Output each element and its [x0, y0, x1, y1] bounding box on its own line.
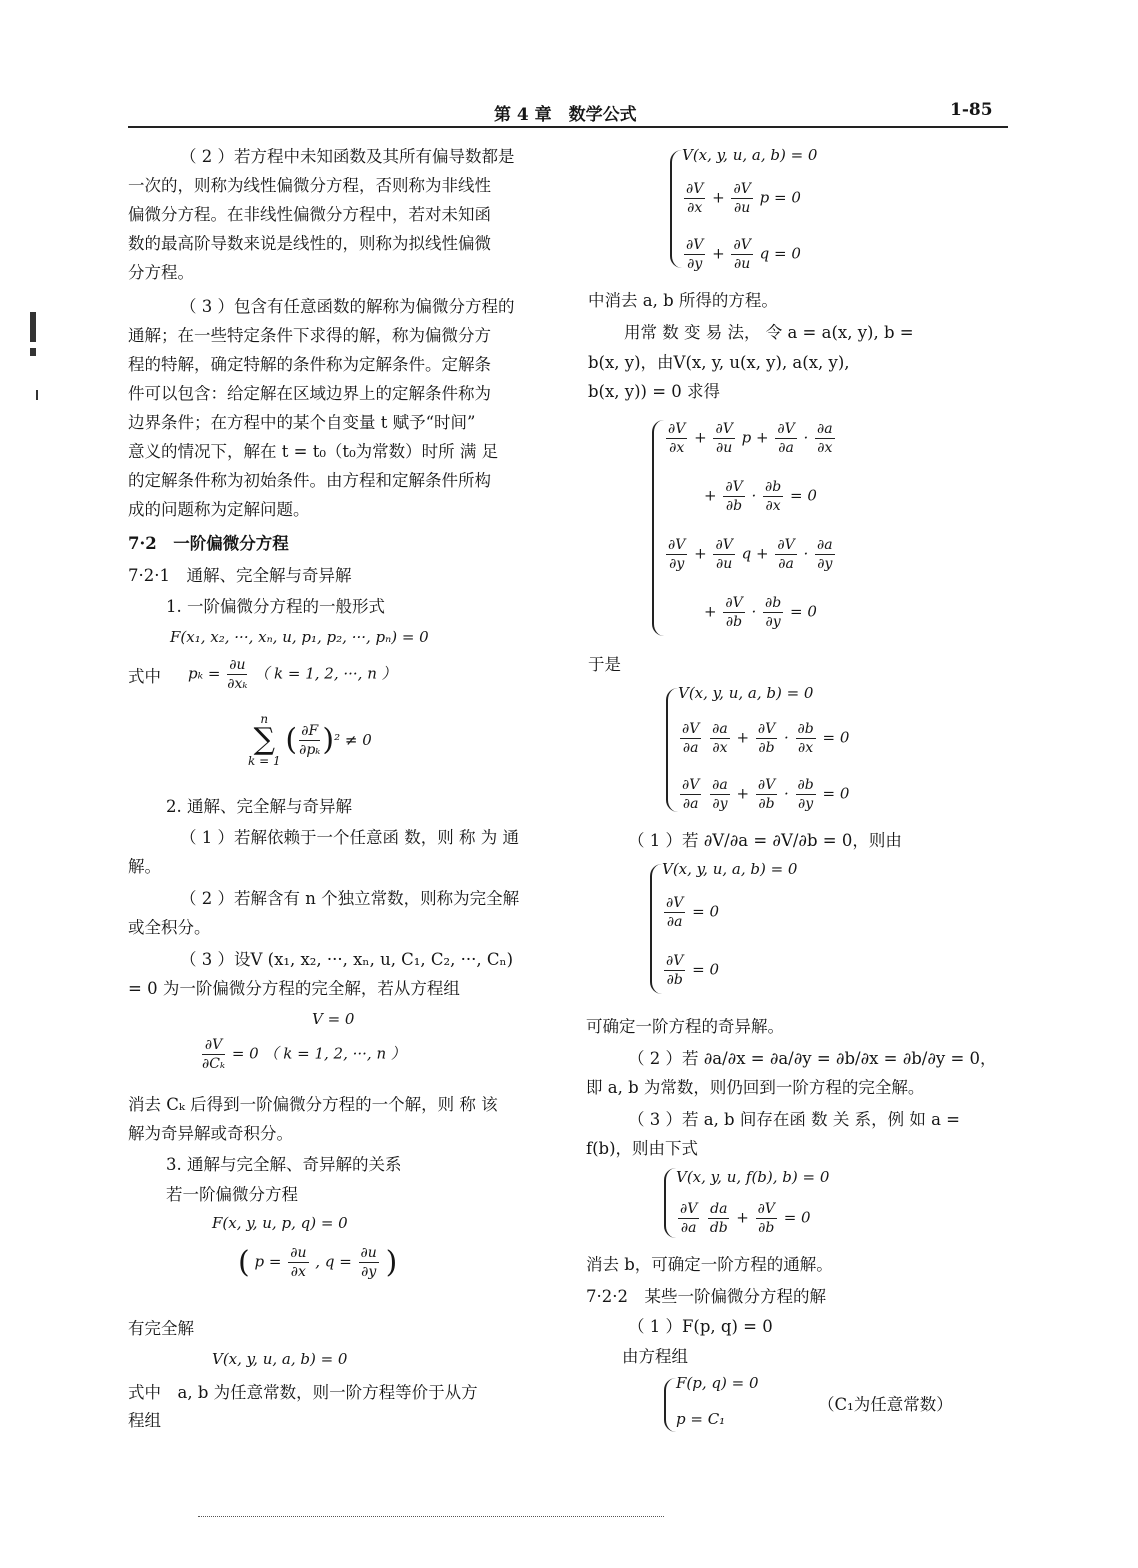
subsection-heading-7-2-1: 7·2·1 通解、完全解与奇异解 — [128, 566, 352, 585]
system-3-row-1: V(x, y, u, a, b) = 0 — [678, 684, 814, 702]
pq-definition: ( p = $\frac{\partial u}{\partial x}$ , q = $\frac{\partial u}{\partial y}$ ) — [238, 1245, 398, 1280]
pk-definition — [188, 656, 397, 693]
system-5-row-1: V(x, y, u, f(b), b) = 0 — [676, 1168, 830, 1186]
section-heading-7-2: 7·2 一阶偏微分方程 — [128, 534, 289, 553]
system-3-row-3: $\frac{\partial V}{\partial a}$ $\frac{\partial a}{\partial y}$ + $\frac{\partial V}{\partial b}$ · $\frac{\partial b}{\partial y}$ = 0 — [682, 777, 850, 812]
system-4-row-3: $\frac{\partial V}{\partial b}$ = 0 — [666, 953, 720, 988]
para-3-line: 成的问题称为定解问题。 — [128, 500, 310, 519]
para-3-line: 意义的情况下，解在 t = t₀（t₀为常数）时所 满 足 — [128, 442, 499, 461]
general-solution-line: 解。 — [128, 857, 161, 876]
para-3-line: （ 3 ）包含有任意函数的解称为偏微分方程的 — [180, 297, 515, 316]
para-2-line: 分方程。 — [128, 263, 194, 282]
general-solution-line: （ 1 ）若解依赖于一个任意函 数，则 称 为 通 — [180, 828, 519, 847]
case-3-line: f(b)，则由下式 — [586, 1139, 699, 1158]
margin-mark — [30, 348, 36, 356]
item-3-heading: 3. 通解与完全解、奇异解的关系 — [166, 1155, 402, 1174]
para-3-line: 件可以包含：给定解在区域边界上的定解条件称为 — [128, 384, 491, 403]
if-line: 若一阶偏微分方程 — [166, 1185, 298, 1204]
system-1-row-3: $\frac{\partial V}{\partial y}$ + $\frac{\partial V}{\partial u}$ q = 0 — [686, 237, 801, 272]
system-2-row-1: $\frac{\partial V}{\partial x}$ + $\frac{\partial V}{\partial u}$ p + $\frac{\partial V}{\partial a}$ · $\frac{\partial a}{\partial x}$ — [668, 421, 833, 456]
singular-setup-line: = 0 为一阶偏微分方程的完全解，若从方程组 — [128, 979, 460, 998]
system-5-brace — [664, 1168, 676, 1238]
singular-line: 解为奇异解或奇积分。 — [128, 1124, 293, 1143]
system-6-brace — [664, 1378, 676, 1432]
complete-solution-line: 或全积分。 — [128, 918, 211, 937]
where-label: 式中 — [128, 667, 161, 686]
system-2-row-2: + $\frac{\partial V}{\partial b}$ · $\frac{\partial b}{\partial x}$ = 0 — [704, 479, 817, 514]
sum-condition: n ∑ k = 1 ( $\frac{\partial F}{\text{∂pₖ}}$ )² ≠ 0 — [248, 712, 372, 768]
solution-case-1: （ 1 ）F(p, q) = 0 — [628, 1317, 773, 1336]
system-4-row-1: V(x, y, u, a, b) = 0 — [662, 860, 798, 878]
variation-line: b(x, y)) = 0 求得 — [588, 382, 721, 401]
subsection-heading-7-2-2: 7·2·2 某些一阶偏微分方程的解 — [586, 1287, 826, 1306]
complete-solution-line: （ 2 ）若解含有 n 个独立常数，则称为完全解 — [180, 889, 520, 908]
system-6-note: （C₁为任意常数） — [818, 1395, 953, 1414]
general-form-equation: F(x₁, x₂, ···, xₙ, u, p₁, p₂, ···, pₙ) = 0 — [170, 628, 429, 646]
para-3-line: 边界条件；在方程中的某个自变量 t 赋予“时间” — [128, 413, 476, 432]
para-2-line: 数的最高阶导数来说是线性的，则称为拟线性偏微 — [128, 234, 491, 253]
eliminate-b: 消去 b，可确定一阶方程的通解。 — [586, 1255, 833, 1274]
para-2-line: （ 2 ）若方程中未知函数及其所有偏导数都是 — [180, 147, 515, 166]
case-3-line: （ 3 ）若 a, b 间存在函 数 关 系，例 如 a = — [628, 1110, 960, 1129]
item-2-heading: 2. 通解、完全解与奇异解 — [166, 797, 352, 816]
system-2-row-3: $\frac{\partial V}{\partial y}$ + $\frac{\partial V}{\partial u}$ q + $\frac{\partial V}{\partial a}$ · $\frac{\partial a}{\partial y}$ — [668, 537, 833, 572]
case-1-line: （ 1 ）若 ∂V/∂a = ∂V/∂b = 0，则由 — [628, 831, 902, 850]
where2-line: 式中 a, b 为任意常数，则一阶方程等价于从方 — [128, 1383, 478, 1402]
chapter-header: 第 4 章 数学公式 — [494, 105, 637, 125]
system-2-brace — [652, 420, 664, 636]
bottom-dotted-line — [198, 1516, 664, 1517]
variation-line: b(x, y)，由V(x, y, u(x, y), a(x, y), — [588, 353, 850, 372]
para-3-line: 通解；在一些特定条件下求得的解，称为偏微分方 — [128, 326, 491, 345]
margin-mark — [36, 390, 38, 400]
system-1-row-2: $\frac{\partial V}{\partial x}$ + $\frac{\partial V}{\partial u}$ p = 0 — [686, 181, 801, 216]
from-system-label: 由方程组 — [622, 1347, 688, 1366]
para-2-line: 偏微分方程。在非线性偏微分方程中，若对未知函 — [128, 205, 491, 224]
where2-line: 程组 — [128, 1411, 161, 1430]
system-4-row-2: $\frac{\partial V}{\partial a}$ = 0 — [666, 895, 720, 930]
system-2-row-4: + $\frac{\partial V}{\partial b}$ · $\frac{\partial b}{\partial y}$ = 0 — [704, 595, 817, 630]
system-1-row-1: V(x, y, u, a, b) = 0 — [682, 146, 818, 164]
singular-determined: 可确定一阶方程的奇异解。 — [586, 1017, 784, 1036]
therefore-label: 于是 — [588, 655, 621, 674]
system-3-brace — [666, 688, 678, 812]
has-complete-label: 有完全解 — [128, 1319, 194, 1338]
para-2-line: 一次的，则称为线性偏微分方程，否则称为非线性 — [128, 176, 491, 195]
eq-dv-dck: $\frac{\partial V}{\text{∂Cₖ}}$ = 0 （ k = 1, 2, ···, n ） — [202, 1037, 406, 1072]
system-4-brace — [650, 864, 662, 994]
pk-range: （ k = 1, 2, ···, n ） — [254, 664, 397, 683]
system-3-row-2: $\frac{\partial V}{\partial a}$ $\frac{\partial a}{\partial x}$ + $\frac{\partial V}{\partial b}$ · $\frac{\partial b}{\partial x}$ = 0 — [682, 721, 850, 756]
eliminate-ab: 中消去 a, b 所得的方程。 — [588, 291, 778, 310]
item-1-heading: 1. 一阶偏微分方程的一般形式 — [166, 597, 385, 616]
eq-complete: V(x, y, u, a, b) = 0 — [212, 1350, 348, 1368]
case-2-line: （ 2 ）若 ∂a/∂x = ∂a/∂y = ∂b/∂x = ∂b/∂y = 0， — [628, 1049, 997, 1068]
sum-symbol: ∑ — [253, 722, 275, 757]
pk-lhs: pₖ = — [188, 664, 221, 683]
system-5-row-2: $\frac{\partial V}{\partial a}$ $\frac{da}{db}$ + $\frac{\partial V}{\partial b}$ = 0 — [680, 1201, 811, 1236]
eq-v-zero: V = 0 — [312, 1010, 355, 1028]
page-number: 1-85 — [950, 100, 993, 120]
singular-setup-line: （ 3 ）设V (x₁, x₂, ···, xₙ, u, C₁, C₂, ···, Cₙ) — [180, 950, 514, 969]
variation-line: 用常 数 变 易 法， 令 a = a(x, y), b = — [624, 323, 914, 342]
system-6-row-1: F(p, q) = 0 — [676, 1374, 759, 1392]
para-3-line: 程的特解，确定特解的条件称为定解条件。定解条 — [128, 355, 491, 374]
singular-line: 消去 Cₖ 后得到一阶偏微分方程的一个解，则 称 该 — [128, 1095, 498, 1114]
pk-fraction: $\frac{\partial u}{\text{∂xₖ}}$ — [227, 657, 248, 692]
system-6-row-2: p = C₁ — [676, 1410, 726, 1428]
margin-mark — [30, 312, 36, 342]
para-3-line: 的定解条件称为初始条件。由方程和定解条件所构 — [128, 471, 491, 490]
case-2-line: 即 a, b 为常数，则仍回到一阶方程的完全解。 — [586, 1078, 925, 1097]
eq-F-pq: F(x, y, u, p, q) = 0 — [212, 1214, 348, 1232]
system-1-brace — [670, 150, 682, 268]
header-rule — [128, 126, 1008, 128]
